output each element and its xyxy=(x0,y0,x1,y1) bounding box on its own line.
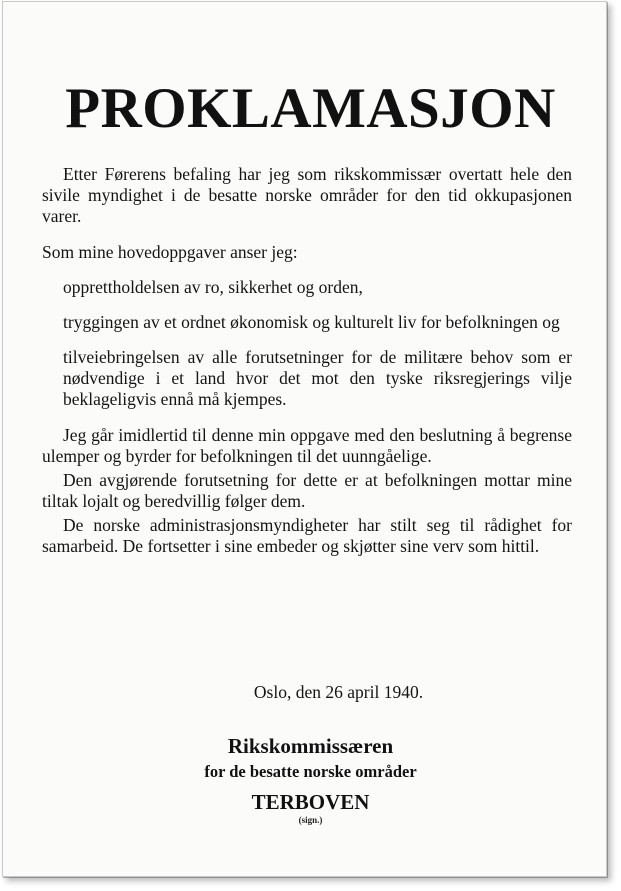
task-item-1: opprettholdelsen av ro, sikkerhet og orden, xyxy=(63,277,363,297)
intro-paragraph: Etter Førerens befaling har jeg som rikskommissær overtatt hele den sivile myndighet i de besatte norske områder for den tid okkupasjonen varer. xyxy=(42,164,572,226)
signature-title: Rikskommissæren xyxy=(227,734,394,758)
resolve-paragraph: Jeg går imidlertid til denne min oppgave med den beslutning å begrense ulemper og byrder for befolkningen til det uunngåelige. xyxy=(42,425,572,466)
tasks-heading: Som mine hovedoppgaver anser jeg: xyxy=(42,242,298,262)
proclamation-body xyxy=(42,164,572,557)
signature-name: TERBOVEN xyxy=(251,790,370,814)
date-line: Oslo, den 26 april 1940. xyxy=(253,682,424,702)
condition-paragraph: Den avgjørende forutsetning for dette er at befolkningen mottar mine tiltak lojalt og beredvillig følger dem. xyxy=(42,470,572,511)
signature-sign-note: (sign.) xyxy=(298,815,323,825)
task-item-2: tryggingen av et ordnet økonomisk og kulturelt liv for befolkningen og xyxy=(63,312,560,332)
administration-paragraph: De norske administrasjonsmyndigheter har stilt seg til rådighet for samarbeid. De fortsetter i sine embeder og skjøtter sine verv som hittil. xyxy=(42,515,572,556)
signature-subtitle: for de besatte norske områder xyxy=(204,762,417,781)
task-item-3: tilveiebringelsen av alle forutsetninger for de militære behov som er nødvendige i et land hvor det mot den tyske riksregjerings vilje beklageligvis ennå må kjempes. xyxy=(63,347,572,409)
page-title: PROKLAMASJON xyxy=(65,77,556,140)
